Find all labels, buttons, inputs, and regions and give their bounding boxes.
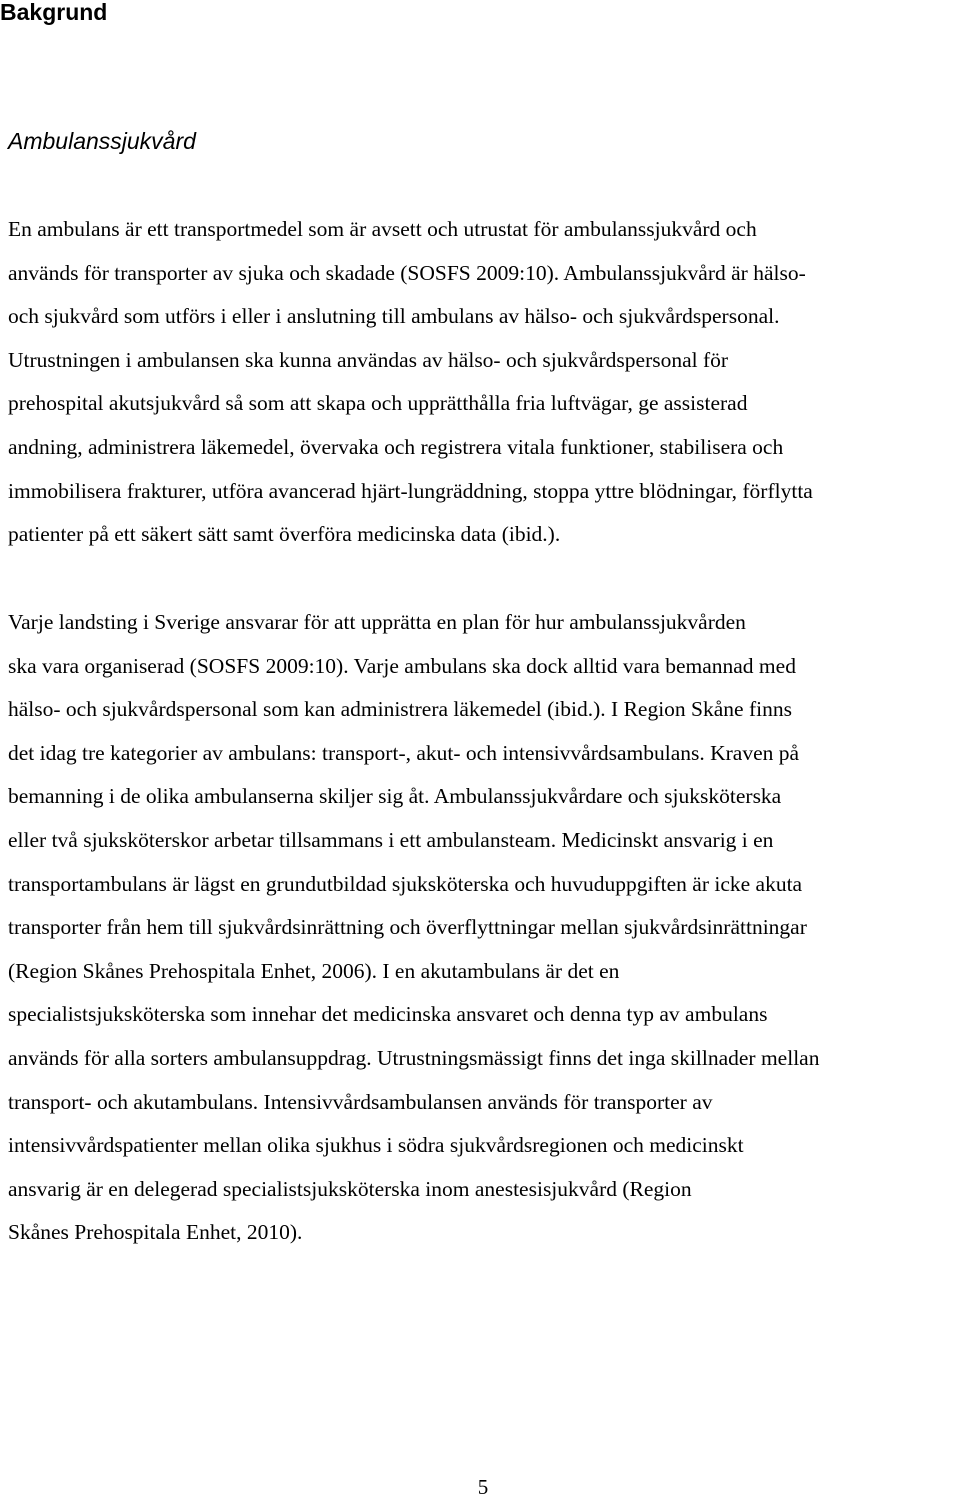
paragraph-2 <box>8 601 960 1255</box>
paragraph-1 <box>8 208 960 557</box>
text-line: ska vara organiserad (SOSFS 2009:10). Varje ambulans ska dock alltid vara bemannad med <box>8 653 796 678</box>
text-line: prehospital akutsjukvård så som att skapa och upprätthålla fria luftvägar, ge assisterad <box>8 391 748 416</box>
text-line: bemanning i de olika ambulanserna skiljer sig åt. Ambulanssjukvårdare och sjuksköterska <box>8 784 782 809</box>
text-line: det idag tre kategorier av ambulans: transport-, akut- och intensivvårdsambulans. Kraven på <box>8 740 800 765</box>
text-line: intensivvårdspatienter mellan olika sjukhus i södra sjukvårdsregionen och medicinskt <box>8 1133 744 1158</box>
text-line: immobilisera frakturer, utföra avancerad hjärt-lungräddning, stoppa yttre blödningar, förflytta <box>8 478 813 503</box>
text-line: transporter från hem till sjukvårdsinrättning och överflyttningar mellan sjukvårdsinrättningar <box>8 915 807 940</box>
text-line: ansvarig är en delegerad specialistsjuksköterska inom anestesisjukvård (Region <box>8 1176 692 1201</box>
text-line: Varje landsting i Sverige ansvarar för att upprätta en plan för hur ambulanssjukvården <box>8 610 746 634</box>
text-line: En ambulans är ett transportmedel som är avsett och utrustat för ambulanssjukvård och <box>8 217 757 241</box>
text-line: specialistsjuksköterska som innehar det medicinska ansvaret och denna typ av ambulans <box>8 1002 768 1027</box>
text-line: hälso- och sjukvårdspersonal som kan administrera läkemedel (ibid.). I Region Skåne finns <box>8 697 792 722</box>
section-heading: Bakgrund <box>0 0 108 25</box>
text-line: Utrustningen i ambulansen ska kunna användas av hälso- och sjukvårdspersonal för <box>8 347 729 372</box>
text-line: andning, administrera läkemedel, övervaka och registrera vitala funktioner, stabilisera och <box>8 434 784 459</box>
text-line: transport- och akutambulans. Intensivvårdsambulansen används för transporter av <box>8 1089 713 1114</box>
text-line: används för alla sorters ambulansuppdrag. Utrustningsmässigt finns det inga skillnader mellan <box>8 1045 820 1070</box>
text-line: och sjukvård som utförs i eller i anslutning till ambulans av hälso- och sjukvårdspersonal. <box>8 304 780 329</box>
text-line: transportambulans är lägst en grundutbildad sjuksköterska och huvuduppgiften är icke akuta <box>8 871 803 896</box>
text-line: (Region Skånes Prehospitala Enhet, 2006). I en akutambulans är det en <box>8 958 620 983</box>
subsection-heading: Ambulanssjukvård <box>8 128 196 154</box>
text-line: Skånes Prehospitala Enhet, 2010). <box>8 1220 303 1245</box>
text-line: patienter på ett säkert sätt samt överföra medicinska data (ibid.). <box>8 522 561 547</box>
text-line: eller två sjuksköterskor arbetar tillsammans i ett ambulansteam. Medicinskt ansvarig i en <box>8 827 774 852</box>
page-number: 5 <box>477 1475 489 1499</box>
text-line: används för transporter av sjuka och skadade (SOSFS 2009:10). Ambulanssjukvård är hälso- <box>8 260 806 285</box>
